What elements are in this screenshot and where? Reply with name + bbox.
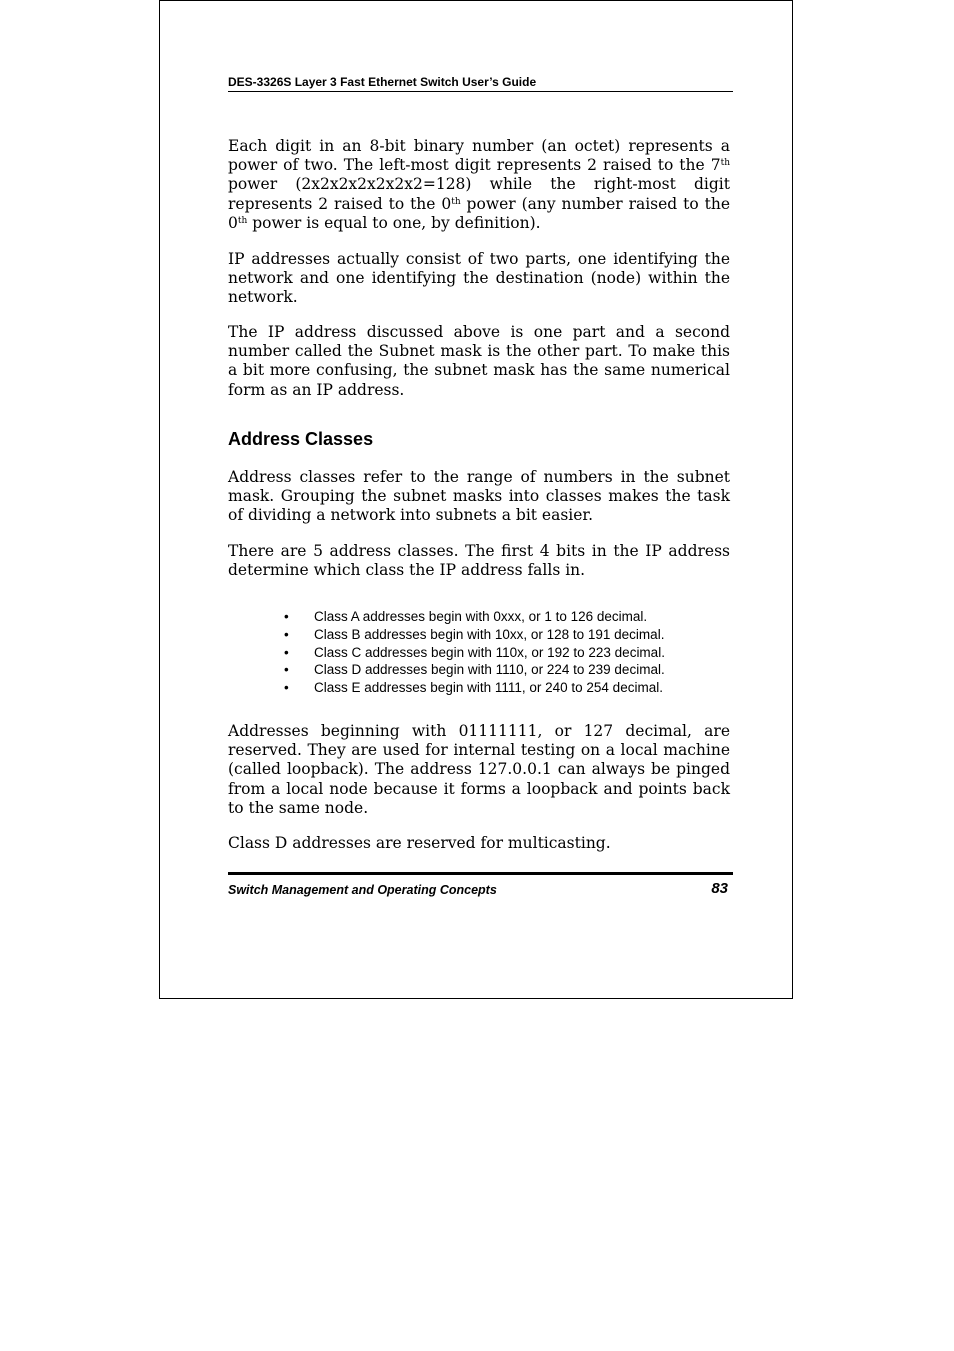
bullet-icon: • bbox=[284, 662, 289, 678]
class-list bbox=[274, 608, 714, 697]
footer-divider bbox=[228, 872, 733, 875]
paragraph-text: power is equal to one, by definition). bbox=[247, 213, 541, 232]
page-number: 83 bbox=[711, 880, 728, 897]
list-item bbox=[274, 608, 714, 626]
paragraph-text: power (any number raised to the 0 bbox=[228, 194, 730, 232]
list-item bbox=[274, 679, 714, 697]
paragraph-multicast: Class D addresses are reserved for multicasting. bbox=[228, 834, 611, 852]
paragraph-subnet-mask: The IP address discussed above is one part and a second number called the Subnet mask is the other part. To make this a bit more confusing, the subnet mask has the same numerical form as an IP address. bbox=[228, 323, 730, 399]
superscript: th bbox=[237, 215, 248, 226]
paragraph-octet bbox=[228, 137, 730, 233]
section-heading: Address Classes bbox=[228, 429, 374, 449]
bullet-icon: • bbox=[284, 680, 289, 696]
paragraph-text: power (2x2x2x2x2x2x2=128) while the right-most digit represents 2 raised to the 0 bbox=[228, 175, 730, 213]
paragraph-ip-parts: IP addresses actually consist of two parts, one identifying the network and one identifying the destination (node) within the network. bbox=[228, 250, 730, 307]
paragraph-address-classes: Address classes refer to the range of numbers in the subnet mask. Grouping the subnet masks into classes makes the task of dividing a network into subnets a bit easier. bbox=[228, 468, 730, 525]
list-item-text: Class D addresses begin with 1110, or 224 to 239 decimal. bbox=[314, 662, 665, 678]
superscript: th bbox=[451, 196, 461, 207]
bullet-icon: • bbox=[284, 626, 289, 642]
document-page bbox=[159, 0, 793, 999]
paragraph-five-classes: There are 5 address classes. The first 4 bits in the IP address determine which class the IP address falls in. bbox=[228, 542, 730, 580]
superscript: th bbox=[720, 158, 730, 169]
page-header: DES-3326S Layer 3 Fast Ethernet Switch User’s Guide bbox=[228, 75, 733, 92]
list-item-text: Class B addresses begin with 10xx, or 128 to 191 decimal. bbox=[314, 626, 665, 642]
list-item-text: Class C addresses begin with 110x, or 192 to 223 decimal. bbox=[314, 644, 665, 660]
list-item-text: Class A addresses begin with 0xxx, or 1 to 126 decimal. bbox=[314, 609, 648, 624]
paragraph-text: Each digit in an 8-bit binary number (an octet) represents a power of two. The left-most digit represents 2 raised to the 7 bbox=[228, 137, 730, 175]
list-item-text: Class E addresses begin with 1111, or 240 to 254 decimal. bbox=[314, 680, 663, 696]
footer-title: Switch Management and Operating Concepts bbox=[228, 883, 497, 897]
list-item bbox=[274, 661, 714, 679]
bullet-icon: • bbox=[284, 609, 289, 624]
list-item bbox=[274, 626, 714, 644]
paragraph-loopback: Addresses beginning with 01111111, or 127 decimal, are reserved. They are used for internal testing on a local machine (called loopback). The address 127.0.0.1 can always be pinged from a local node because it forms a loopback and points back to the same node. bbox=[228, 722, 730, 817]
list-item bbox=[274, 644, 714, 662]
bullet-icon: • bbox=[284, 644, 289, 660]
